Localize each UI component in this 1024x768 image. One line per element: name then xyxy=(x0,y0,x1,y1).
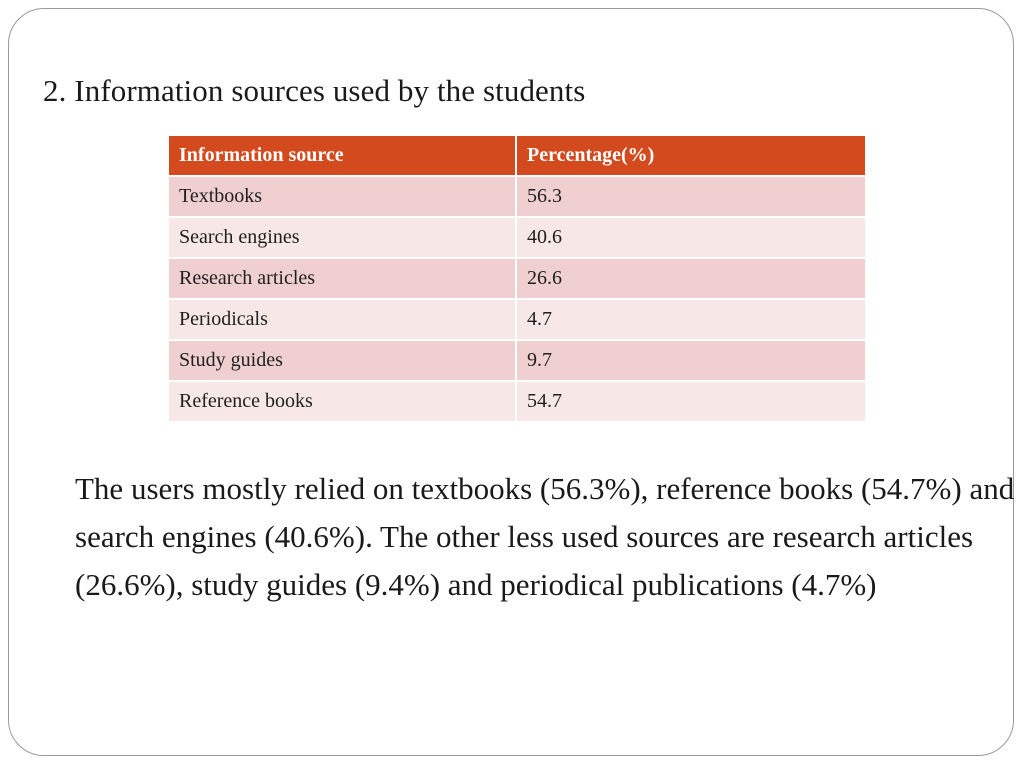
percentage-cell: 40.6 xyxy=(517,218,865,259)
table-row xyxy=(169,259,865,300)
percentage-cell: 56.3 xyxy=(517,177,865,218)
percentage-cell: 54.7 xyxy=(517,382,865,423)
percentage-cell: 26.6 xyxy=(517,259,865,300)
table-row xyxy=(169,341,865,382)
source-cell: Research articles xyxy=(169,259,517,300)
column-header-source: Information source xyxy=(169,136,517,177)
column-header-percentage: Percentage(%) xyxy=(517,136,865,177)
summary-paragraph: The users mostly relied on textbooks (56.3%), reference books (54.7%) and search engines (40.6%). The other less used sources are research articles (26.6%), study guides (9.4%) and periodical publications (4.7%) xyxy=(75,471,1015,602)
table-header-row xyxy=(169,136,865,177)
source-cell: Periodicals xyxy=(169,300,517,341)
table-row xyxy=(169,218,865,259)
table-row xyxy=(169,300,865,341)
table-row xyxy=(169,382,865,423)
percentage-cell: 4.7 xyxy=(517,300,865,341)
information-sources-table xyxy=(169,136,865,423)
table-row xyxy=(169,177,865,218)
percentage-cell: 9.7 xyxy=(517,341,865,382)
slide-title: 2. Information sources used by the students xyxy=(43,73,586,108)
source-cell: Search engines xyxy=(169,218,517,259)
source-cell: Reference books xyxy=(169,382,517,423)
source-cell: Study guides xyxy=(169,341,517,382)
slide-frame xyxy=(8,8,1014,756)
source-cell: Textbooks xyxy=(169,177,517,218)
